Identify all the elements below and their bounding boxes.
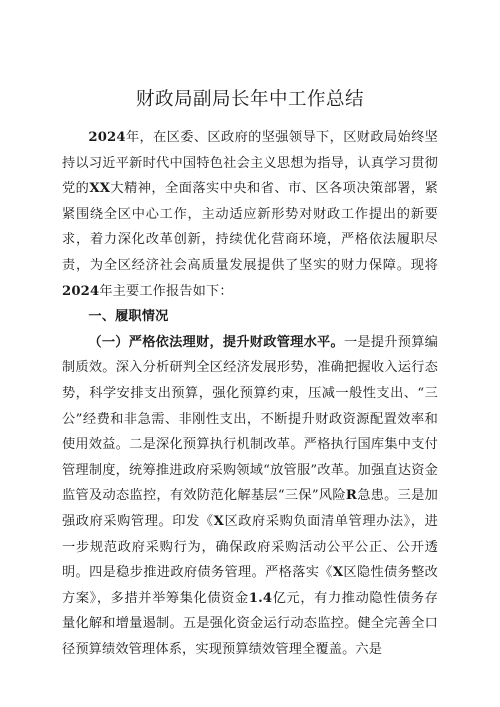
- sub1-text-5: 亿元，有力推动隐性债务存量化解和增量遏制。五是强化资金运行动态监控。健全完善全口径预算绩效管理体系，实现预算绩效管理全覆盖。六是: [62, 590, 438, 657]
- sub1-text-3: 区政府采购负面清单管理办法》，进一步规范政府采购行为，确保政府采购活动公平公正、公开透明。四是稳步推进政府债务管理。严格落实《: [62, 513, 438, 581]
- subsection-paragraph-1: [62, 330, 438, 663]
- intro-text-1: 年，在区委、区政府的坚强领导下，区财政局始终坚持以习近平新时代中国特色社会主义思想为指导，认真学习贯彻党的: [62, 130, 438, 197]
- sub1-text-4: 区隐性债务整改方案》，多措并举筹集化债资金: [62, 565, 438, 606]
- intro-paragraph: [62, 125, 438, 304]
- subsection-lead-1: （一）严格依法理财，提升财政管理水平。: [88, 334, 344, 350]
- intro-year-2: 2024: [62, 283, 100, 299]
- sub1-x1: X: [213, 513, 225, 529]
- sub1-text-1: 一是提升预算编制质效。深入分析研判全区经济发展形势，准确把握收入运行态势，科学安排支出预算，强化预算约束，压减一般性支出、“三公”经费和非急需、非刚性支出，不断提升财政资源配置效率和使用效益。二是深化预算执行机制改革。严格执行国库集中支付管理制度，统筹推进政府采购领域“放管服”改革。加强直达资金监管及动态监控，有效防范化解基层“三保”风险: [62, 334, 438, 504]
- section-heading-performance: 一、履职情况: [88, 309, 169, 325]
- intro-year: 2024: [88, 130, 126, 145]
- intro-text-3: 年主要工作报告如下：: [99, 283, 233, 299]
- document-title: 财政局副局长年中工作总结: [135, 89, 364, 110]
- sub1-text-2: 急患。三是加强政府采购管理。印发《: [62, 488, 438, 529]
- intro-text-2: 大精神，全面落实中央和省、市、区各项决策部署，紧紧围绕全区中心工作，主动适应新形势对财政工作提出的新要求，着力深化改革创新，持续优化营商环境，严格依法履职尽责，为全区经济社会高质量发展提供了坚实的财力保障。现将: [62, 181, 438, 273]
- intro-xx: XX: [89, 181, 111, 197]
- sub1-r: R: [345, 488, 358, 504]
- sub1-x2: X: [332, 565, 344, 581]
- sub1-amount: 1.4: [248, 590, 273, 606]
